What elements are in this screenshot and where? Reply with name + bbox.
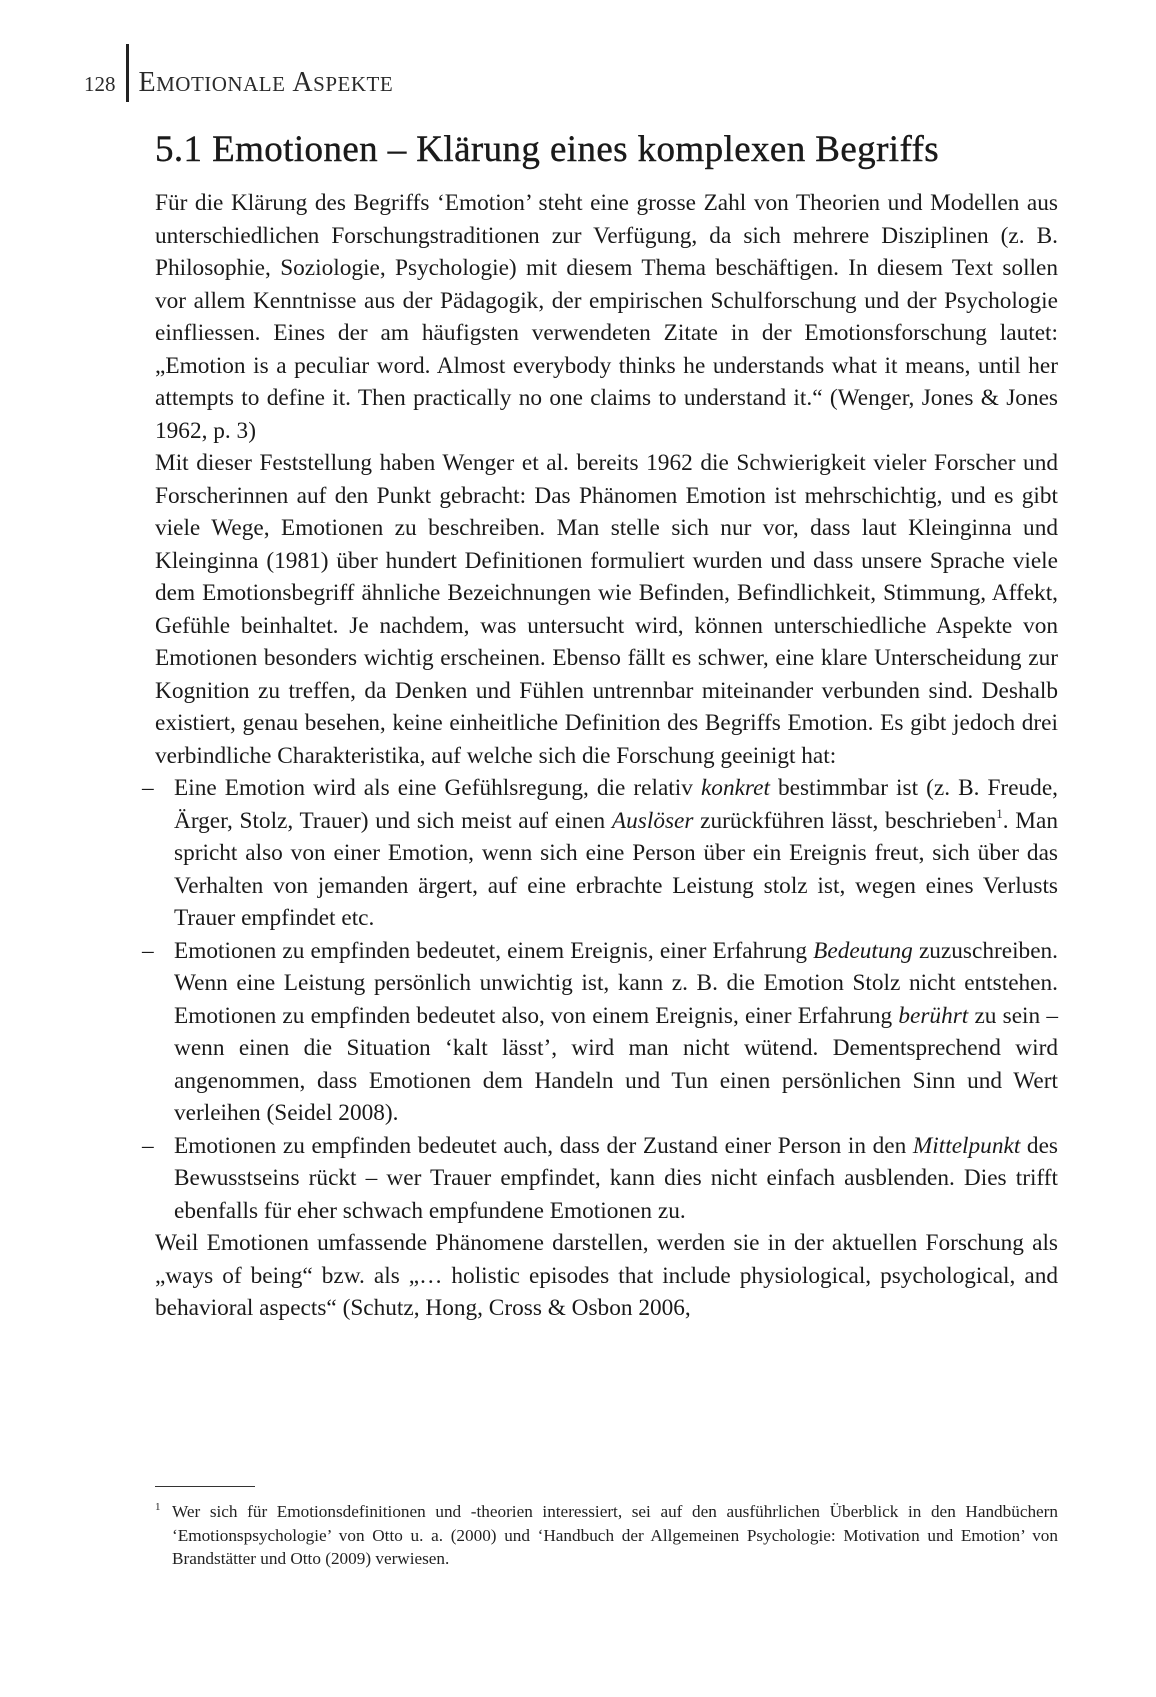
running-title-word: MOTIONALE xyxy=(156,72,286,96)
dash-bullet: – xyxy=(142,775,154,801)
footnote-reference[interactable]: 1 xyxy=(996,805,1003,821)
list-item xyxy=(142,935,1059,1130)
body-text xyxy=(142,187,1059,1325)
paragraph: Weil Emotionen umfassende Phänomene darstellen, werden sie in der aktuellen Forschung als „ways of being“ bzw. als „… holistic episodes that include physiological, psychological, and behavioral aspects“ (Schutz, Hong, Cross & Osbon 2006, xyxy=(155,1230,1058,1321)
emphasis: Bedeutung xyxy=(813,937,913,964)
list-text: Emotionen zu empfinden bedeutet, einem Ereignis, einer Erfahrung xyxy=(174,937,814,964)
running-title-initial: E xyxy=(138,67,157,98)
dash-bullet: – xyxy=(142,937,154,964)
emphasis: Auslöser xyxy=(611,807,694,834)
list-text: Eine Emotion wird als eine Gefühlsregung, die relativ xyxy=(174,775,701,801)
paragraph: Für die Klärung des Begriffs ‘Emotion’ steht eine grosse Zahl von Theorien und Modellen aus unterschiedlichen Forschungstraditionen zur Verfügung, da sich mehrere Disziplinen (z. B. Philosophie, Soziologie, Psychologie) mit diesem Thema beschäftigen. In diesem Text sollen vor allem Kenntnisse aus der Pädagogik, der empirischen Schulforschung und der Psychologie einfliessen. Eines der am häufigsten verwendeten Zitate in der Emotionsforschung lautet: „Emotion is a peculiar word. Almost everybody thinks he understands what it means, until her attempts to define it. Then practically no one claims to understand it.“ (Wenger, Jones & Jones 1962, p. 3) xyxy=(155,190,1058,444)
list-text: bestimmbar ist (z. B. Freude, Ärger, Stolz, Trauer) und sich meist auf einen xyxy=(174,775,1058,834)
list-text: zuzuschreiben. Wenn eine Leistung persönlich unwichtig ist, kann z. B. die Emotion Stolz nicht entstehen. Emotionen zu empfinden bedeutet also, von einem Ereignis, einer Erfahrung xyxy=(174,937,1059,1029)
list-item xyxy=(142,772,1058,935)
running-head xyxy=(84,42,393,104)
footnote xyxy=(155,1500,1058,1571)
footnote-mark: 1 xyxy=(155,1501,161,1513)
list-text: des Bewusstseins rückt – wer Trauer empfindet, kann dies nicht einfach ausblenden. Dies trifft ebenfalls für eher schwach empfundene Emotionen zu. xyxy=(174,1132,1058,1224)
list-item xyxy=(142,1130,1058,1228)
running-title-initial: A xyxy=(292,67,314,98)
footnote-text: Wer sich für Emotionsdefinitionen und -theorien interessiert, sei auf den ausführlichen Überblick in den Handbüchern ‘Emotionspsychologie’ von Otto u. a. (2000) und ‘Handbuch der Allgemeinen Psychologie: Motivation und Emotion’ von Brandstätter und Otto (2009) verwiesen. xyxy=(172,1502,1058,1568)
emphasis: konkret xyxy=(700,775,770,801)
section-heading: 5.1 Emotionen – Klärung eines komplexen Begriffs xyxy=(155,129,940,170)
paragraph: Mit dieser Feststellung haben Wenger et al. bereits 1962 die Schwierigkeit vieler Forscher und Forscherinnen auf den Punkt gebracht: Das Phänomen Emotion ist mehrschichtig, und es gibt viele Wege, Emotionen zu beschreiben. Man stelle sich nur vor, dass laut Kleinginna und Kleinginna (1981) über hundert Definitionen formuliert wurden und dass unsere Sprache viele dem Emotionsbegriff ähnliche Bezeichnungen wie Befinden, Befindlichkeit, Stimmung, Affekt, Gefühle beinhaltet. Je nachdem, was untersucht wird, können unterschiedliche Aspekte von Emotionen besonders wichtig erscheinen. Ebenso fällt es schwer, eine klare Unterscheidung zur Kognition zu treffen, da Denken und Fühlen untrennbar miteinander verbunden sind. Deshalb existiert, genau besehen, keine einheitliche Definition des Begriffs Emotion. Es gibt jedoch drei verbindliche Charakteristika, auf welche sich die Forschung geeinigt hat: xyxy=(155,450,1058,769)
emphasis: berührt xyxy=(898,1002,969,1029)
characteristics-list xyxy=(142,772,1059,1227)
list-text: zurückführen lässt, beschrieben xyxy=(693,807,997,834)
list-text: zu sein – wenn einen die Situation ‘kalt lässt’, wird man nicht wütend. Dementsprechend wird angenommen, dass Emotionen dem Handeln und Tun einen persönlichen Sinn und Wert verleihen (Seidel 2008). xyxy=(174,1002,1059,1126)
header-divider xyxy=(126,44,129,102)
page-number: 128 xyxy=(84,71,116,96)
dash-bullet: – xyxy=(142,1132,154,1159)
emphasis: Mittelpunkt xyxy=(912,1132,1021,1159)
list-text: . Man spricht also von einer Emotion, wenn sich eine Person über ein Ereignis freut, sich über das Verhalten von jemanden ärgert, auf eine erbrachte Leistung stolz ist, wegen eines Verlusts Trauer empfindet etc. xyxy=(174,807,1058,931)
chapter-running-title xyxy=(139,67,394,99)
running-title-word: SPEKTE xyxy=(313,72,394,96)
footnote-separator xyxy=(155,1486,255,1487)
list-text: Emotionen zu empfinden bedeutet auch, dass der Zustand einer Person in den xyxy=(174,1132,913,1159)
